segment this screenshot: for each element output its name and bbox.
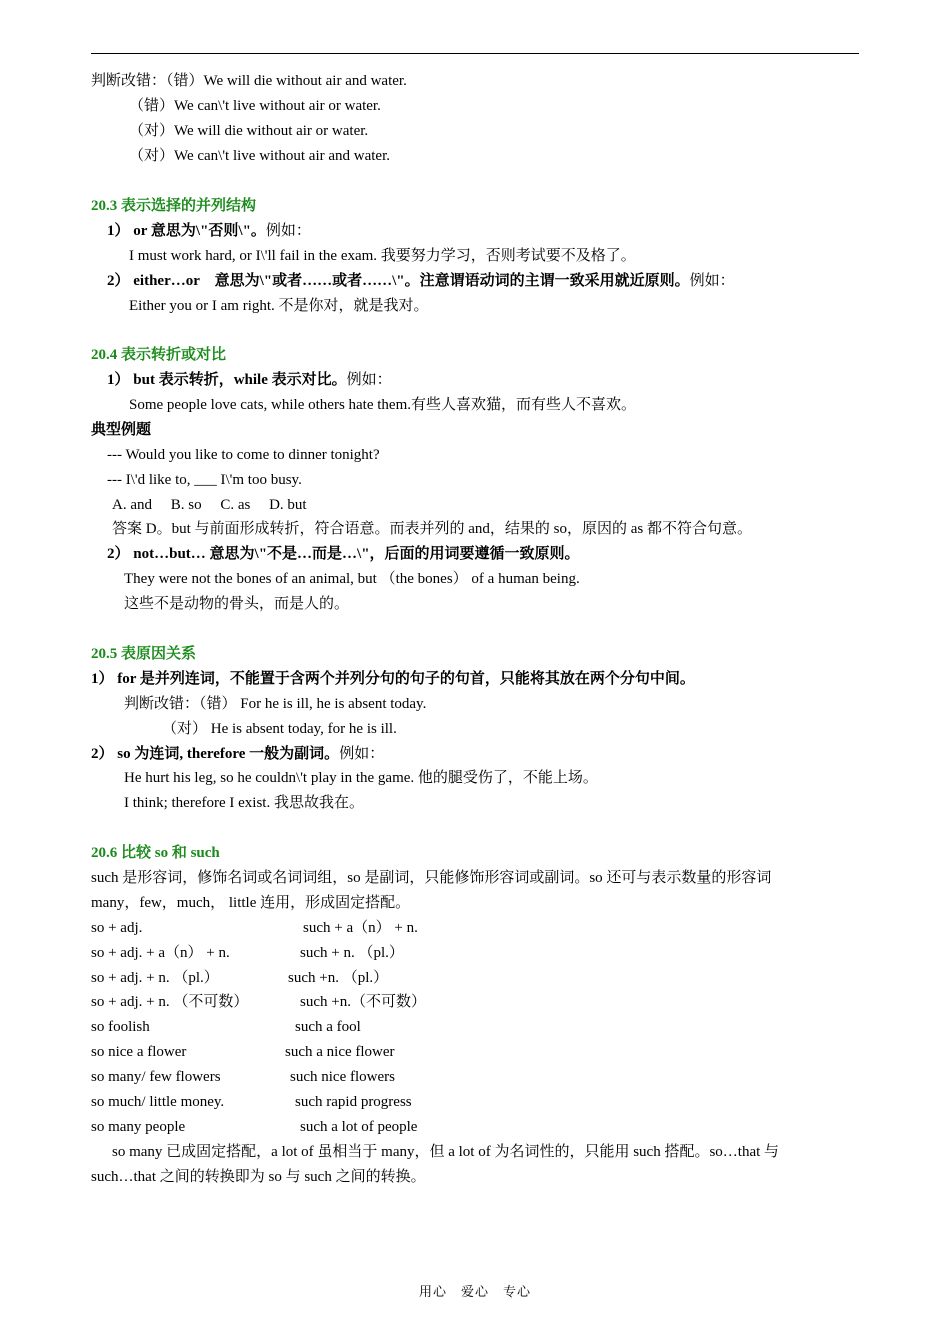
so-form: so + adj. + n. （pl.）: [91, 970, 219, 986]
correction-line-2: （错）We can\'t live without air or water.: [129, 98, 381, 114]
item-tail: 例如：: [339, 746, 385, 762]
s205-example-1: He hurt his leg, so he couldn\'t play in the game. 他的腿受伤了，不能上场。: [124, 770, 598, 786]
s206-note-line-1: so many 已成固定搭配，a lot of 虽相当于 many，但 a lot of 为名词性的，只能用 such 搭配。so…that 与: [112, 1144, 780, 1160]
correction-line-1: [91, 71, 407, 91]
so-example: so foolish: [91, 1019, 150, 1035]
s204-example-1: Some people love cats, while others hate them.有些人喜欢猫，而有些人不喜欢。: [129, 397, 637, 413]
such-example: such a fool: [295, 1019, 361, 1035]
so-form: so + adj. + n. （不可数）: [91, 994, 249, 1010]
section-heading-20-6: 20.6 比较 so 和 such: [91, 845, 220, 861]
such-example: such a lot of people: [300, 1119, 418, 1135]
item-tail: 例如：: [346, 372, 392, 388]
typical-example-title: 典型例题: [91, 422, 152, 438]
s204-item-1: [107, 370, 392, 390]
so-form: so + adj.: [91, 920, 143, 936]
so-example: so nice a flower: [91, 1044, 187, 1060]
item-rule: or 意思为\"否则\"。: [133, 223, 266, 239]
such-form: such + a（n） + n.: [303, 920, 418, 936]
s205-example-2: I think; therefore I exist. 我思故我在。: [124, 795, 364, 811]
correction-label: 判断改错：（错）: [91, 73, 204, 89]
correction-line-4: （对）We can\'t live without air and water.: [129, 148, 391, 164]
s205-item-1: [91, 669, 695, 689]
answer-explanation: 答案 D。but 与前面形成转折，符合语意。而表并列的 and，结果的 so，原因的 as 都不符合句意。: [112, 521, 752, 537]
answer-options: A. and B. so C. as D. but: [112, 497, 307, 513]
item-rule: either…or 意思为\"或者……或者……\"。注意谓语动词的主谓一致采用就近原则。: [133, 273, 690, 289]
item-rule: for 是并列连词，不能置于含两个并列分句的句子的句首，只能将其放在两个分句中间。: [117, 671, 695, 687]
s203-example-2: Either you or I am right. 不是你对，就是我对。: [129, 298, 429, 314]
item-tail: 例如：: [689, 273, 735, 289]
such-example: such rapid progress: [295, 1094, 412, 1110]
item-number: 1）: [91, 671, 114, 687]
item-rule: so 为连词, therefore 一般为副词。: [117, 746, 340, 762]
such-example: such a nice flower: [285, 1044, 395, 1060]
so-example: so much/ little money.: [91, 1094, 225, 1110]
such-form: such +n.（不可数）: [300, 994, 426, 1010]
so-example: so many/ few flowers: [91, 1069, 221, 1085]
item-number: 2）: [107, 546, 130, 562]
correction-sentence: We will die without air and water.: [203, 73, 407, 89]
section-heading-20-3: 20.3 表示选择的并列结构: [91, 198, 257, 214]
s203-example-1: I must work hard, or I\'ll fail in the exam. 我要努力学习，否则考试要不及格了。: [129, 248, 636, 264]
correction-line-3: （对）We will die without air or water.: [129, 123, 369, 139]
s206-intro-line-2: many，few，much， little 连用，形成固定搭配。: [91, 895, 411, 911]
dialogue-line-2: --- I\'d like to, ___ I\'m too busy.: [107, 472, 302, 488]
so-form: so + adj. + a（n） + n.: [91, 945, 230, 961]
item-rule: but 表示转折，while 表示对比。: [133, 372, 347, 388]
item-rule: not…but… 意思为\"不是…而是…\"，后面的用词要遵循一致原则。: [133, 546, 580, 562]
header-rule: [91, 53, 859, 54]
such-form: such + n. （pl.）: [300, 945, 404, 961]
s205-wrong: 判断改错：（错） For he is ill, he is absent today.: [124, 696, 427, 712]
so-example: so many people: [91, 1119, 186, 1135]
page-footer: 用心 爱心 专心: [418, 1284, 531, 1299]
such-form: such +n. （pl.）: [288, 970, 389, 986]
s204-item-2: [107, 544, 580, 564]
dialogue-line-1: --- Would you like to come to dinner tonight?: [107, 447, 380, 463]
s205-item-2: [91, 744, 384, 764]
s206-intro-line-1: such 是形容词，修饰名词或名词词组，so 是副词，只能修饰形容词或副词。so 还可与表示数量的形容词: [91, 870, 772, 886]
item-number: 2）: [91, 746, 114, 762]
s206-note-line-2: such…that 之间的转换即为 so 与 such 之间的转换。: [91, 1169, 426, 1185]
item-number: 2）: [107, 273, 130, 289]
s203-item-1: [107, 221, 311, 241]
such-example: such nice flowers: [290, 1069, 395, 1085]
item-number: 1）: [107, 223, 130, 239]
s204-example-2: They were not the bones of an animal, but （the bones） of a human being.: [124, 571, 580, 587]
section-heading-20-4: 20.4 表示转折或对比: [91, 347, 227, 363]
section-heading-20-5: 20.5 表原因关系: [91, 646, 197, 662]
item-number: 1）: [107, 372, 130, 388]
item-tail: 例如：: [265, 223, 311, 239]
s205-right: （对） He is absent today, for he is ill.: [162, 721, 397, 737]
s204-example-2-translation: 这些不是动物的骨头，而是人的。: [124, 596, 350, 612]
s203-item-2: [107, 271, 735, 291]
